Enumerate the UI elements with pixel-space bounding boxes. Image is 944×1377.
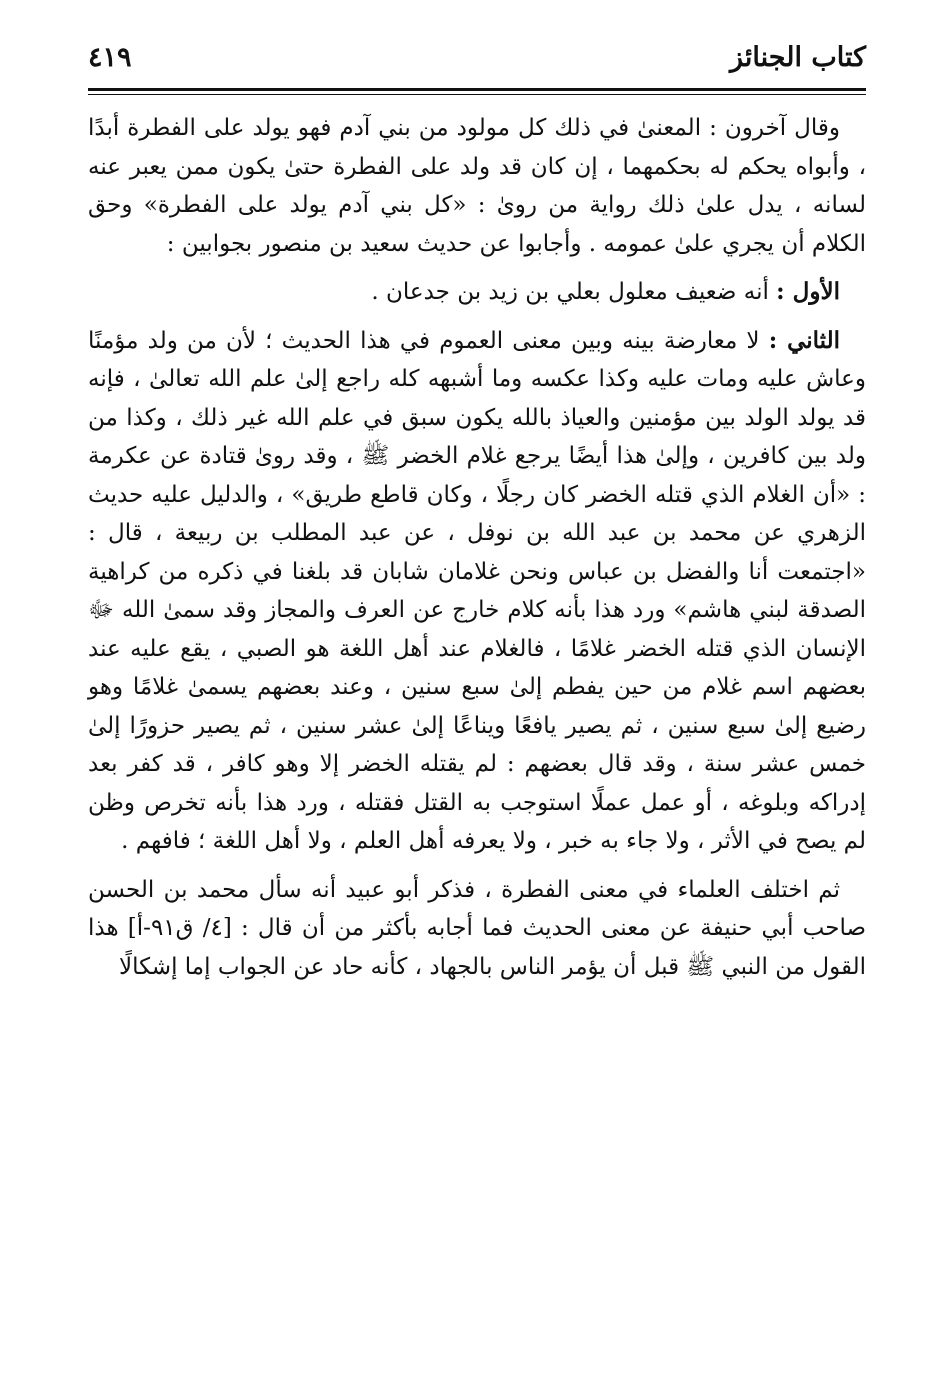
body-text xyxy=(88,109,866,986)
paragraph-label: الثاني : xyxy=(768,326,840,354)
paragraph-intro xyxy=(88,109,866,263)
paragraph-text: لا معارضة بينه وبين معنى العموم في هذا الحديث ؛ لأن من ولد مؤمنًا وعاش عليه ومات عليه وكذا عكسه وما أشبهه كله راجع إلىٰ علم الله تعالىٰ ، فإنه قد يولد الولد بين مؤمنين والعياذ بالله يكون سبق في علم الله غير ذلك ، وكذا من ولد بين كافرين ، وإلىٰ هذا أيضًا يرجع غلام الخضر ﷺ ، وقد روىٰ قتادة عن عكرمة : «أن الغلام الذي قتله الخضر كان رجلًا ، وكان قاطع طريق» ، والدليل عليه حديث الزهري عن محمد بن عبد الله بن نوفل ، عن عبد المطلب بن ربيعة ، قال : «اجتمعت أنا والفضل بن عباس ونحن غلامان شابان قد بلغنا في ذكره من كراهية الصدقة لبني هاشم» ورد هذا بأنه كلام خارج عن العرف والمجاز وقد سمىٰ الله ﷻ الإنسان الذي قتله الخضر غلامًا ، فالغلام عند أهل اللغة هو الصبي ، يقع عليه عند بعضهم اسم غلام من حين يفطم إلىٰ سبع سنين ، وعند بعضهم يسمىٰ غلامًا وهو رضيع إلىٰ سبع سنين ، ثم يصير يافعًا ويناعًا إلىٰ عشر سنين ، ثم يصير حزورًا إلىٰ خمس عشر سنة ، وقد قال بعضهم : لم يقتله الخضر إلا وهو كافر ، قد كفر بعد إدراكه وبلوغه ، أو عمل عملًا استوجب به القتل فقتله ، ورد هذا بأنه تخرص وظن لم يصح في الأثر ، ولا جاء به خبر ، ولا يعرفه أهل العلم ، ولا أهل اللغة ؛ فافهم . xyxy=(88,327,867,854)
paragraph-label: الأول : xyxy=(776,278,840,305)
paragraph-fitra-meaning xyxy=(88,871,866,987)
header-rule-thick xyxy=(88,88,866,91)
book-page xyxy=(88,30,866,1337)
paragraph-text: ثم اختلف العلماء في معنى الفطرة ، فذكر أبو عبيد أنه سأل محمد بن الحسن صاحب أبي حنيفة عن معنى الحديث فما أجابه بأكثر من أن قال : [٤/ ق٩١-أ] هذا القول من النبي ﷺ قبل أن يؤمر الناس بالجهاد ، كأنه حاد عن الجواب إما إشكالًا xyxy=(88,876,867,980)
paragraph-text: وقال آخرون : المعنىٰ في ذلك كل مولود من بني آدم فهو يولد على الفطرة أبدًا ، وأبواه يحكم له بحكمهما ، إن كان قد ولد على الفطرة حتىٰ يكون ممن يعبر عنه لسانه ، يدل علىٰ ذلك رواية من روىٰ : «كل بني آدم يولد على الفطرة» وحق الكلام أن يجري علىٰ عمومه . وأجابوا عن حديث سعيد بن منصور بجوابين : xyxy=(88,115,866,257)
chapter-title: كتاب الجنائز xyxy=(730,41,866,73)
paragraph-first-answer xyxy=(88,273,866,312)
page-header xyxy=(88,30,866,84)
header-rule-thin xyxy=(88,94,866,95)
paragraph-text: أنه ضعيف معلول بعلي بن زيد بن جدعان . xyxy=(371,279,777,305)
paragraph-second-answer xyxy=(88,322,866,861)
page-number: ٤١٩ xyxy=(88,41,132,73)
